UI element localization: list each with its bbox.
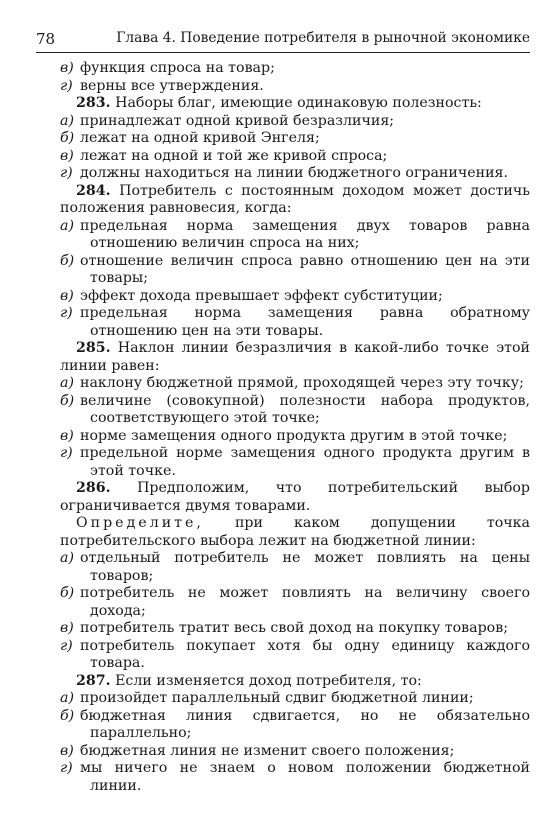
- question-number: 283.: [76, 95, 111, 111]
- option-label: б): [60, 585, 75, 601]
- prompt-text: при каком допущении точка потребительского выбора лежит на бюджетной линии:: [60, 515, 530, 549]
- option-text: бюджетная линия не изменит своего положения;: [80, 742, 455, 759]
- option-287-v: [60, 743, 530, 761]
- option-label: б): [60, 252, 75, 269]
- option-label: а): [60, 690, 74, 706]
- question-283: [60, 95, 530, 113]
- option-label: в): [60, 620, 74, 636]
- option-text: функция спроса на товар;: [80, 60, 275, 76]
- option-label: б): [60, 707, 75, 724]
- question-text: Если изменяется доход потребителя, то:: [115, 672, 422, 689]
- page-body: [60, 60, 530, 795]
- question-text: Потребитель с постоянным доходом может достичь положения равновесия, когда:: [60, 182, 530, 216]
- option-284-g: [60, 305, 530, 340]
- option-label: а): [60, 112, 74, 129]
- option-283-v: [60, 148, 530, 166]
- question-text: Наклон линии безразличия в какой-либо точке этой линии равен:: [60, 340, 530, 374]
- option-282-g: [60, 78, 530, 96]
- option-label: г): [60, 165, 73, 181]
- option-286-a: [60, 550, 530, 585]
- option-text: наклону бюджетной прямой, проходящей через эту точку;: [80, 375, 524, 391]
- option-label: а): [60, 217, 74, 234]
- option-text: произойдет параллельный сдвиг бюджетной линии;: [80, 690, 474, 706]
- option-label: в): [60, 147, 74, 164]
- option-label: б): [60, 392, 75, 409]
- question-text: Предположим, что потребительский выбор ограничивается двумя товарами.: [60, 480, 530, 514]
- option-text: предельная норма замещения двух товаров равна отношению величин спроса на них;: [80, 217, 530, 251]
- option-label: в): [60, 427, 74, 444]
- page-number: 78: [36, 30, 56, 48]
- question-284: [60, 183, 530, 218]
- option-286-b: [60, 585, 530, 620]
- option-label: г): [60, 637, 73, 654]
- option-text: бюджетная линия сдвигается, но не обязательно параллельно;: [80, 707, 530, 741]
- option-text: должны находиться на линии бюджетного ограничения.: [80, 165, 508, 181]
- option-text: мы ничего не знаем о новом положении бюджетной линии.: [80, 760, 530, 794]
- question-number: 285.: [76, 340, 111, 356]
- option-text: потребитель не может повлиять на величину своего дохода;: [80, 585, 530, 619]
- option-text: лежат на одной и той же кривой спроса;: [80, 147, 388, 164]
- option-text: норме замещения одного продукта другим в этой точке;: [80, 427, 508, 444]
- option-text: предельная норма замещения равна обратному отношению цен на эти товары.: [80, 305, 530, 339]
- question-287: [60, 673, 530, 691]
- option-label: а): [60, 550, 74, 566]
- option-285-a: [60, 375, 530, 393]
- option-label: г): [60, 760, 73, 776]
- option-283-g: [60, 165, 530, 183]
- option-text: величине (совокупной) полезности набора продуктов, соответствующего этой точке;: [80, 392, 530, 426]
- option-label: в): [60, 742, 74, 759]
- running-title: Глава 4. Поведение потребителя в рыночной экономике: [116, 30, 530, 46]
- option-label: в): [60, 60, 74, 76]
- option-label: г): [60, 77, 73, 94]
- option-284-a: [60, 218, 530, 253]
- option-label: г): [60, 445, 73, 461]
- question-286-prompt: [60, 515, 530, 550]
- prompt-keyword: Определите,: [76, 515, 204, 531]
- option-text: предельной норме замещения одного продукта другим в этой точке.: [80, 445, 530, 479]
- option-text: принадлежат одной кривой безразличия;: [80, 112, 395, 129]
- option-287-b: [60, 708, 530, 743]
- option-label: г): [60, 305, 73, 321]
- option-283-a: [60, 113, 530, 131]
- question-285: [60, 340, 530, 375]
- option-text: верны все утверждения.: [80, 77, 264, 94]
- option-287-g: [60, 760, 530, 795]
- option-284-b: [60, 253, 530, 288]
- option-text: потребитель покупает хотя бы одну единицу каждого товара.: [80, 637, 530, 671]
- option-286-g: [60, 638, 530, 673]
- question-number: 287.: [76, 672, 111, 689]
- question-number: 286.: [76, 480, 111, 496]
- option-text: потребитель тратит весь свой доход на покупку товаров;: [80, 620, 508, 636]
- option-285-b: [60, 393, 530, 428]
- question-number: 284.: [76, 182, 111, 199]
- option-text: отношение величин спроса равно отношению цен на эти товары;: [80, 252, 530, 286]
- option-label: в): [60, 287, 74, 304]
- option-284-v: [60, 288, 530, 306]
- option-285-v: [60, 428, 530, 446]
- option-text: отдельный потребитель не может повлиять на цены товаров;: [80, 550, 530, 584]
- question-text: Наборы благ, имеющие одинаковую полезность:: [115, 95, 482, 111]
- option-text: лежат на одной кривой Энгеля;: [80, 130, 320, 146]
- option-label: б): [60, 130, 75, 146]
- option-text: эффект дохода превышает эффект субституции;: [80, 287, 443, 304]
- option-282-v: [60, 60, 530, 78]
- option-label: а): [60, 375, 74, 391]
- option-285-g: [60, 445, 530, 480]
- option-283-b: [60, 130, 530, 148]
- option-286-v: [60, 620, 530, 638]
- question-286: [60, 480, 530, 515]
- option-287-a: [60, 690, 530, 708]
- page-header: [36, 30, 530, 53]
